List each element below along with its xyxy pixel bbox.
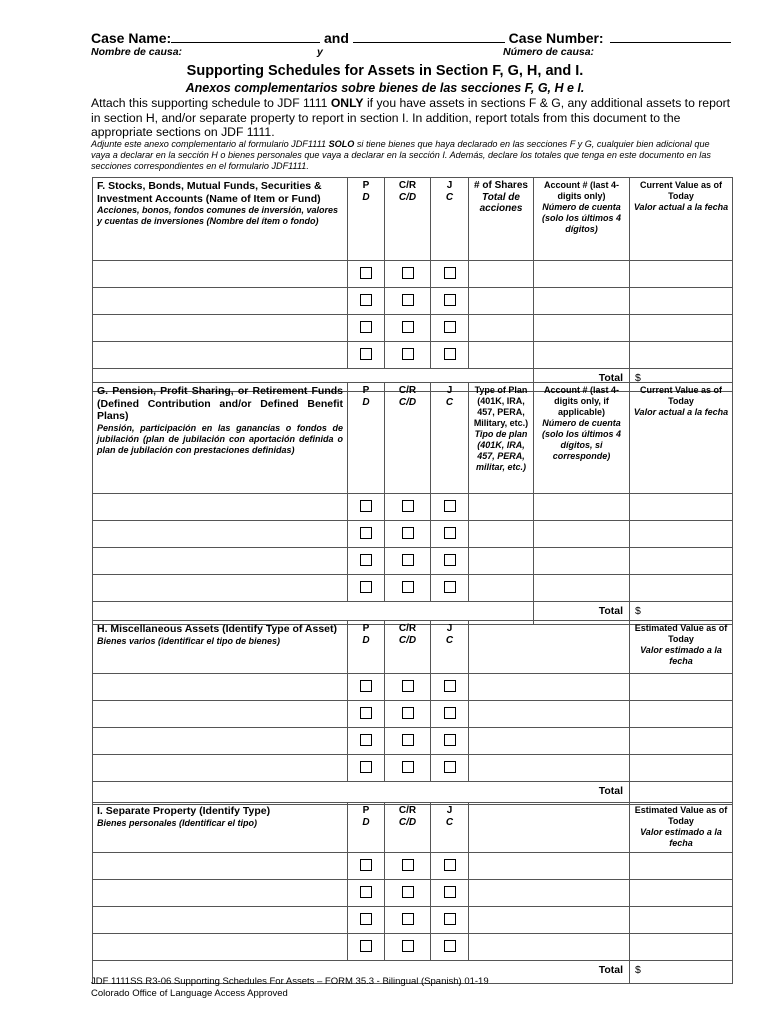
case-header xyxy=(91,30,731,60)
checkbox-p[interactable] xyxy=(360,348,372,360)
section-f-heading xyxy=(93,178,348,261)
col-j: J C xyxy=(431,178,469,261)
col-p: P D xyxy=(348,803,385,853)
section-g-title-es: Pensión, participación en las ganancias o fondos de jubilación (plan de jubilación con aportación definida o plan de jubilación con prestaciones definidas) xyxy=(97,422,343,455)
col-j: J C xyxy=(431,383,469,494)
value-cell[interactable] xyxy=(630,755,733,782)
checkbox-cr[interactable] xyxy=(402,940,414,952)
table-row xyxy=(93,853,733,880)
table-row xyxy=(93,548,733,575)
checkbox-cr[interactable] xyxy=(402,886,414,898)
checkbox-j[interactable] xyxy=(444,348,456,360)
checkbox-p[interactable] xyxy=(360,734,372,746)
col-current-value: Current Value as of Today Valor actual a la fecha xyxy=(630,383,733,494)
case-number-label: Case Number: xyxy=(508,30,604,46)
blank-cell[interactable] xyxy=(469,853,630,880)
checkbox-p[interactable] xyxy=(360,500,372,512)
section-f-total-value[interactable]: $ xyxy=(630,369,733,392)
section-h-total-label: Total xyxy=(93,782,630,805)
blank-cell[interactable] xyxy=(469,728,630,755)
checkbox-j[interactable] xyxy=(444,734,456,746)
table-row xyxy=(93,288,733,315)
table-row xyxy=(93,755,733,782)
table-row xyxy=(93,315,733,342)
checkbox-p[interactable] xyxy=(360,294,372,306)
blank-cell[interactable] xyxy=(469,880,630,907)
intro-part2: if you have assets in sections F & G, any additional assets to report in section H, and/or separate property to report in section I. In addition, report totals from this document to the appropriate sections on JDF 1111. xyxy=(91,96,731,140)
value-cell[interactable] xyxy=(630,342,733,369)
value-cell[interactable] xyxy=(630,701,733,728)
footer xyxy=(91,976,489,999)
checkbox-p[interactable] xyxy=(360,761,372,773)
item-cell[interactable] xyxy=(93,907,348,934)
checkbox-j[interactable] xyxy=(444,267,456,279)
col-p: P D xyxy=(348,621,385,674)
checkbox-j[interactable] xyxy=(444,294,456,306)
plan-cell[interactable] xyxy=(469,494,534,521)
item-cell[interactable] xyxy=(93,728,348,755)
table-row xyxy=(93,342,733,369)
checkbox-p[interactable] xyxy=(360,886,372,898)
intro-text xyxy=(91,96,731,140)
checkbox-cr[interactable] xyxy=(402,707,414,719)
col-cr: C/R C/D xyxy=(385,178,431,261)
col-cr: C/R C/D xyxy=(385,621,431,674)
intro-es-part2: si tiene bienes que haya declarado en las secciones F y G, cualquier bien adicional que vaya a declarar en la sección H o bienes personales que vaya a declarar en la sección I. Además, declare los totales que tenga en este documento en las secciones correspondientes en el formulario JDF1111. xyxy=(91,139,711,172)
item-cell[interactable] xyxy=(93,674,348,701)
intro-bold: ONLY xyxy=(330,96,364,110)
plan-cell[interactable] xyxy=(469,575,534,602)
table-row xyxy=(93,880,733,907)
section-g-total-value[interactable]: $ xyxy=(630,602,733,625)
checkbox-cr[interactable] xyxy=(402,554,414,566)
account-cell[interactable] xyxy=(534,521,630,548)
shares-cell[interactable] xyxy=(469,288,534,315)
blank-cell[interactable] xyxy=(469,907,630,934)
blank-cell[interactable] xyxy=(469,701,630,728)
intro-part1: Attach this supporting schedule to JDF 1111 xyxy=(91,96,331,110)
checkbox-j[interactable] xyxy=(444,581,456,593)
blank-header xyxy=(469,803,630,853)
checkbox-j[interactable] xyxy=(444,886,456,898)
section-f-total-label: Total xyxy=(534,369,630,392)
footer-form-id: JDF 1111SS R3-06 Supporting Schedules For Assets – FORM 35.3 - Bilingual (Spanish) 01-19 xyxy=(91,976,489,987)
section-f-table xyxy=(92,177,733,392)
account-cell[interactable] xyxy=(534,548,630,575)
case-number-field[interactable] xyxy=(610,30,731,43)
table-row xyxy=(93,261,733,288)
col-shares: # of Shares Total de acciones xyxy=(469,178,534,261)
blank-cell[interactable] xyxy=(469,674,630,701)
checkbox-cr[interactable] xyxy=(402,500,414,512)
checkbox-p[interactable] xyxy=(360,321,372,333)
section-h-title-es: Bienes varios (identificar el tipo de bienes) xyxy=(97,635,281,646)
section-i-total-label: Total xyxy=(93,961,630,984)
item-cell[interactable] xyxy=(93,288,348,315)
account-cell[interactable] xyxy=(534,575,630,602)
intro-es-part1: Adjunte este anexo complementario al formulario JDF1111 xyxy=(91,139,329,149)
value-cell[interactable] xyxy=(630,261,733,288)
plan-cell[interactable] xyxy=(469,521,534,548)
checkbox-p[interactable] xyxy=(360,680,372,692)
section-h-heading xyxy=(93,621,348,674)
checkbox-j[interactable] xyxy=(444,761,456,773)
section-g-heading xyxy=(93,383,348,494)
checkbox-p[interactable] xyxy=(360,267,372,279)
and-es: y xyxy=(317,46,323,58)
checkbox-j[interactable] xyxy=(444,680,456,692)
col-account: Account # (last 4-digits only) Número de cuenta (solo los últimos 4 dígitos) xyxy=(534,178,630,261)
section-i-heading xyxy=(93,803,348,853)
account-cell[interactable] xyxy=(534,315,630,342)
checkbox-j[interactable] xyxy=(444,913,456,925)
checkbox-j[interactable] xyxy=(444,527,456,539)
case-name-es: Nombre de causa: xyxy=(91,46,183,58)
checkbox-j[interactable] xyxy=(444,554,456,566)
item-cell[interactable] xyxy=(93,521,348,548)
page-title: Supporting Schedules for Assets in Section F, G, H, and I. xyxy=(186,63,584,79)
value-cell[interactable] xyxy=(630,853,733,880)
case-name-field-1[interactable] xyxy=(171,30,320,43)
account-cell[interactable] xyxy=(534,261,630,288)
checkbox-cr[interactable] xyxy=(402,680,414,692)
col-j: J C xyxy=(431,803,469,853)
col-estimated-value: Estimated Value as of Today Valor estimado a la fecha xyxy=(630,621,733,674)
section-i-table xyxy=(92,802,733,984)
value-cell[interactable] xyxy=(630,288,733,315)
page-subtitle: Anexos complementarios sobre bienes de las secciones F, G, H e I. xyxy=(185,81,585,95)
checkbox-p[interactable] xyxy=(360,554,372,566)
checkbox-p[interactable] xyxy=(360,581,372,593)
col-plan-type: Type of Plan (401K, IRA, 457, PERA, Military, etc.) Tipo de plan (401K, IRA, 457, PERA, militar, etc.) xyxy=(469,383,534,494)
and-label: and xyxy=(324,30,349,46)
value-cell[interactable] xyxy=(630,494,733,521)
section-g-title: G. Pension, Profit Sharing, or Retirement Funds (Defined Contribution and/or Defined Benefit Plans) xyxy=(97,385,343,422)
section-f-title: F. Stocks, Bonds, Mutual Funds, Securities & Investment Accounts (Name of Item or Fund) xyxy=(97,180,322,205)
blank-cell[interactable] xyxy=(469,755,630,782)
item-cell[interactable] xyxy=(93,261,348,288)
value-cell[interactable] xyxy=(630,315,733,342)
section-g-total-label: Total xyxy=(534,602,630,625)
checkbox-p[interactable] xyxy=(360,940,372,952)
checkbox-j[interactable] xyxy=(444,859,456,871)
intro-es-bold: SOLO xyxy=(328,139,355,149)
checkbox-p[interactable] xyxy=(360,913,372,925)
table-row xyxy=(93,575,733,602)
item-cell[interactable] xyxy=(93,342,348,369)
checkbox-cr[interactable] xyxy=(402,348,414,360)
checkbox-cr[interactable] xyxy=(402,581,414,593)
plan-cell[interactable] xyxy=(469,548,534,575)
checkbox-cr[interactable] xyxy=(402,761,414,773)
table-row xyxy=(93,907,733,934)
shares-cell[interactable] xyxy=(469,261,534,288)
value-cell[interactable] xyxy=(630,728,733,755)
value-cell[interactable] xyxy=(630,575,733,602)
col-p: P D xyxy=(348,383,385,494)
blank-header xyxy=(469,621,630,674)
table-row xyxy=(93,521,733,548)
item-cell[interactable] xyxy=(93,701,348,728)
section-g-table xyxy=(92,382,733,625)
section-h-table xyxy=(92,620,733,805)
checkbox-p[interactable] xyxy=(360,527,372,539)
value-cell[interactable] xyxy=(630,934,733,961)
section-i-total-value[interactable]: $ xyxy=(630,961,733,984)
item-cell[interactable] xyxy=(93,494,348,521)
section-f-title-es: Acciones, bonos, fondos comunes de inversión, valores y cuentas de inversiones (Nombre del ítem o fondo) xyxy=(97,205,339,226)
col-estimated-value: Estimated Value as of Today Valor estimado a la fecha xyxy=(630,803,733,853)
section-h-title: H. Miscellaneous Assets (Identify Type of Asset) xyxy=(97,623,338,635)
col-cr: C/R C/D xyxy=(385,383,431,494)
value-cell[interactable] xyxy=(630,674,733,701)
value-cell[interactable] xyxy=(630,521,733,548)
shares-cell[interactable] xyxy=(469,342,534,369)
footer-approval: Colorado Office of Language Access Approved xyxy=(91,987,288,999)
checkbox-cr[interactable] xyxy=(402,267,414,279)
checkbox-j[interactable] xyxy=(444,707,456,719)
table-row xyxy=(93,674,733,701)
checkbox-cr[interactable] xyxy=(402,913,414,925)
table-row xyxy=(93,934,733,961)
checkbox-cr[interactable] xyxy=(402,294,414,306)
col-current-value: Current Value as of Today Valor actual a la fecha xyxy=(630,178,733,261)
col-account: Account # (last 4-digits only, if applicable) Número de cuenta (solo los últimos 4 dígitos, si corresponde) xyxy=(534,383,630,494)
blank-cell[interactable] xyxy=(469,934,630,961)
case-number-es: Número de causa: xyxy=(503,46,595,58)
checkbox-j[interactable] xyxy=(444,940,456,952)
table-row xyxy=(93,701,733,728)
item-cell[interactable] xyxy=(93,315,348,342)
case-name-field-2[interactable] xyxy=(353,30,505,43)
value-cell[interactable] xyxy=(630,907,733,934)
col-j: J C xyxy=(431,621,469,674)
table-row xyxy=(93,494,733,521)
checkbox-cr[interactable] xyxy=(402,734,414,746)
account-cell[interactable] xyxy=(534,342,630,369)
item-cell[interactable] xyxy=(93,755,348,782)
table-row xyxy=(93,728,733,755)
checkbox-j[interactable] xyxy=(444,321,456,333)
account-cell[interactable] xyxy=(534,288,630,315)
value-cell[interactable] xyxy=(630,880,733,907)
section-i-title-es: Bienes personales (Identificar el tipo) xyxy=(97,817,258,828)
item-cell[interactable] xyxy=(93,548,348,575)
intro-text-es xyxy=(91,139,731,173)
account-cell[interactable] xyxy=(534,494,630,521)
checkbox-p[interactable] xyxy=(360,859,372,871)
section-i-title: I. Separate Property (Identify Type) xyxy=(97,805,271,817)
col-cr: C/R C/D xyxy=(385,803,431,853)
checkbox-j[interactable] xyxy=(444,500,456,512)
case-name-label: Case Name: xyxy=(91,30,172,46)
col-p: P D xyxy=(348,178,385,261)
item-cell[interactable] xyxy=(93,575,348,602)
checkbox-cr[interactable] xyxy=(402,527,414,539)
item-cell[interactable] xyxy=(93,934,348,961)
shares-cell[interactable] xyxy=(469,315,534,342)
checkbox-cr[interactable] xyxy=(402,859,414,871)
checkbox-p[interactable] xyxy=(360,707,372,719)
value-cell[interactable] xyxy=(630,548,733,575)
checkbox-cr[interactable] xyxy=(402,321,414,333)
item-cell[interactable] xyxy=(93,853,348,880)
item-cell[interactable] xyxy=(93,880,348,907)
